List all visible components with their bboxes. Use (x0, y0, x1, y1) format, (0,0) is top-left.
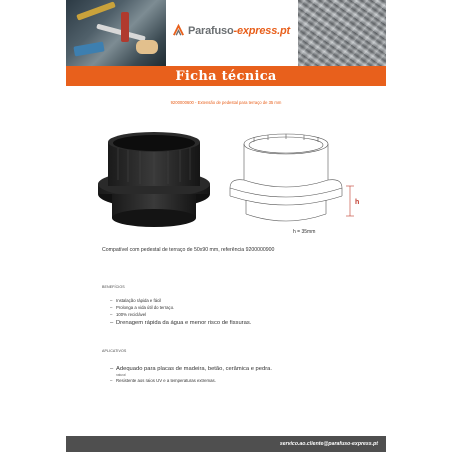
list-item: – Prolonga a vida útil do terraço. (110, 304, 251, 311)
list-item: – Instalação rápida e fácil (110, 297, 251, 304)
list-item: – 100% reciclável (110, 311, 251, 318)
page-title: Ficha técnica (175, 68, 277, 84)
list-item-note: natural (116, 373, 126, 377)
title-bar (66, 66, 386, 86)
product-photo (94, 128, 214, 233)
logo-mark-icon (172, 24, 185, 37)
list-item (110, 365, 272, 377)
brand-logo (172, 24, 290, 37)
technical-drawing (228, 128, 358, 233)
benefits-heading: BENEFÍCIOS (102, 285, 125, 289)
logo-brand: Parafuso (188, 24, 234, 37)
screws-photo (298, 0, 386, 66)
product-subtitle: 9200000600 - Extensão de pedestal para terraço de 35 mm (170, 100, 282, 105)
h-dimension-caption: h = 35mm (293, 229, 316, 235)
h-dimension-letter: h (355, 199, 360, 206)
datasheet-page (66, 0, 386, 452)
header-banner (66, 0, 386, 66)
contact-email[interactable]: servico.ao.cliente@parafuso-express.pt (279, 441, 378, 447)
compatibility-text: Compatível com pedestal de terraço de 50x90 mm, referência 9200000900 (102, 247, 275, 253)
list-item: – Resistente aos raios UV e a temperaturas extremas. (110, 377, 272, 384)
list-item-text: Adequado para placas de madeira, betão, cerâmica e pedra. (116, 366, 272, 372)
tools-photo (66, 0, 166, 66)
footer-bar (66, 436, 386, 452)
benefits-list (110, 297, 251, 327)
applications-list (110, 365, 272, 384)
logo-suffix: -express.pt (233, 24, 290, 37)
applications-heading: APLICATIVOS (102, 349, 127, 353)
list-item: – Drenagem rápida da água e menor risco de fissuras. (110, 319, 251, 327)
